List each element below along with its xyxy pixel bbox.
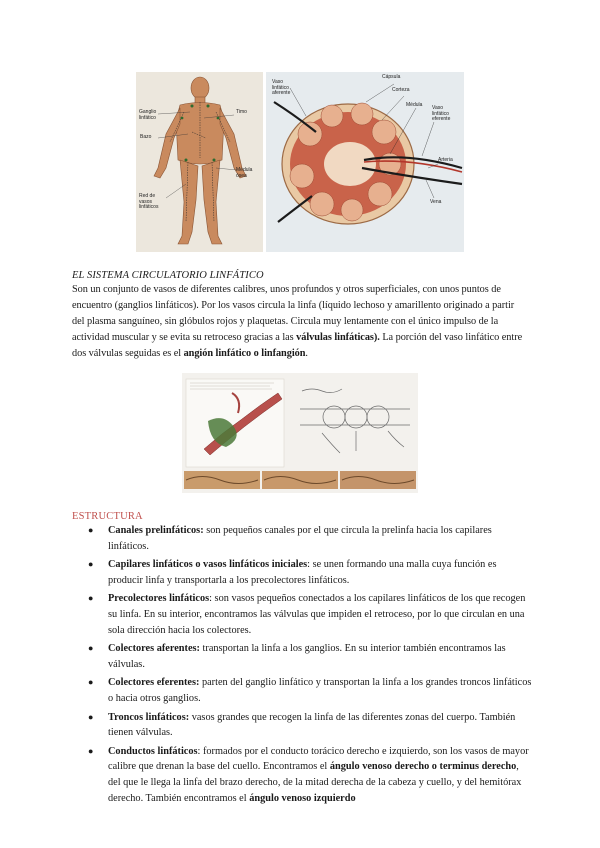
list-item xyxy=(72,557,532,588)
label-lymph-node: Ganglio linfático xyxy=(139,109,157,121)
bullet-icon: ● xyxy=(88,745,94,756)
label-vein: Vena xyxy=(430,199,442,205)
bullet-icon: ● xyxy=(88,677,94,688)
bullet-icon: ● xyxy=(88,525,94,535)
intro-text-3: . xyxy=(305,348,308,359)
lymph-node-diagram-photo xyxy=(266,72,464,252)
label-cortex: Corteza xyxy=(392,87,410,93)
list-item-term: Colectores eferentes: xyxy=(108,677,200,689)
label-lymph-vessels-net: Red de vasos linfáticos xyxy=(139,193,159,210)
list-item-term: Capilares linfáticos o vasos linfáticos iniciales xyxy=(108,559,308,571)
intro-paragraph xyxy=(72,282,528,362)
list-item-bold: ángulo venoso izquierdo xyxy=(249,792,356,804)
list-item xyxy=(72,675,532,706)
list-item-term: Precolectores linfáticos xyxy=(108,593,210,605)
list-item-term: Canales prelinfáticos: xyxy=(108,525,204,536)
list-item-text: son pequeños canales por el que circula la prelinfa hacia los capilares linfáticos. xyxy=(108,525,492,552)
list-item-bold: ángulo venoso derecho o terminus derecho xyxy=(329,761,517,773)
label-afferent-vessel: Vaso linfático aferente xyxy=(272,79,291,96)
bullet-icon: ● xyxy=(88,711,94,722)
list-item-term: Troncos linfáticos: xyxy=(108,711,190,723)
list-item-text: parten del ganglio linfático y transportan la linfa a los grandes troncos linfáticos o hacia otros ganglios. xyxy=(108,677,532,704)
structure-title: ESTRUCTURA xyxy=(72,511,143,522)
list-item xyxy=(72,641,532,672)
list-item-term: Colectores aferentes: xyxy=(108,643,200,655)
label-spleen: Bazo xyxy=(140,134,152,140)
human-body-illustration xyxy=(136,72,263,252)
structure-list xyxy=(72,523,532,809)
list-item-text: : se unen formando una malla cuya función es producir linfa y transportarla a los precolectores linfáticos. xyxy=(108,559,497,586)
label-thymus: Timo xyxy=(236,109,247,115)
lymph-vessel-figure xyxy=(182,373,418,493)
intro-text-2: La porción del vaso linfático entre dos válvulas seguidas es el xyxy=(72,332,523,359)
section-title: EL SISTEMA CIRCULATORIO LINFÁTICO xyxy=(72,270,264,281)
label-medulla: Médula xyxy=(406,102,423,108)
list-item-text: : son vasos pequeños conectados a los capilares linfáticos de los que recogen su linfa. En su interior, encontramos las válvulas que impiden el retroceso, por lo que circulan en una sola dirección hacia los colectores. xyxy=(108,593,526,636)
list-item xyxy=(72,591,532,638)
label-bone-marrow: Médula ósea xyxy=(236,167,253,179)
list-item xyxy=(72,744,532,806)
intro-text-1: Son un conjunto de vasos de diferentes calibres, unos profundos y otros superficiales, con unos puntos de encuentro (ganglios linfáticos). Por los vasos circula la linfa (líquido lechoso y amarillento originado a partir del plasma sanguíneo, sin glóbulos rojos y plaquetas. Circula muy lentamente con el único impulso de la actividad muscular y se evita su retroceso gracias a las xyxy=(72,284,515,343)
lymphatic-system-figure xyxy=(136,72,464,252)
intro-bold-valves: válvulas linfáticas). xyxy=(296,332,380,343)
label-efferent-vessel: Vaso linfático eferente xyxy=(432,105,451,122)
bullet-icon: ● xyxy=(88,643,94,654)
lymph-node-illustration xyxy=(266,72,464,252)
list-item-text: vasos grandes que recogen la linfa de las diferentes zonas del cuerpo. También tienen válvulas. xyxy=(108,711,516,739)
body-diagram-photo xyxy=(136,72,263,252)
vessel-sketch-illustration xyxy=(182,373,418,493)
label-artery: Arteria xyxy=(438,157,453,163)
label-capsule: Cápsula xyxy=(382,74,401,80)
list-item xyxy=(72,710,532,741)
intro-bold-angion: angión linfático o linfangión xyxy=(183,348,306,359)
list-item-text: , del que le llega la linfa del brazo derecho, de la mitad derecha de la cabeza y cuello, y del hemitórax derecho. También encontramos el xyxy=(108,761,522,804)
bullet-icon: ● xyxy=(88,593,94,604)
list-item-text: transportan la linfa a los ganglios. En su interior también encontramos las válvulas. xyxy=(108,643,506,670)
list-item-text: : formados por el conducto torácico derecho e izquierdo, son los vasos de mayor calibre que drenan la base del cuello. Encontramos el xyxy=(108,745,529,773)
list-item xyxy=(72,523,532,554)
list-item-term: Conductos linfáticos xyxy=(108,745,198,757)
notebook-photo xyxy=(182,373,418,493)
bullet-icon: ● xyxy=(88,559,94,570)
